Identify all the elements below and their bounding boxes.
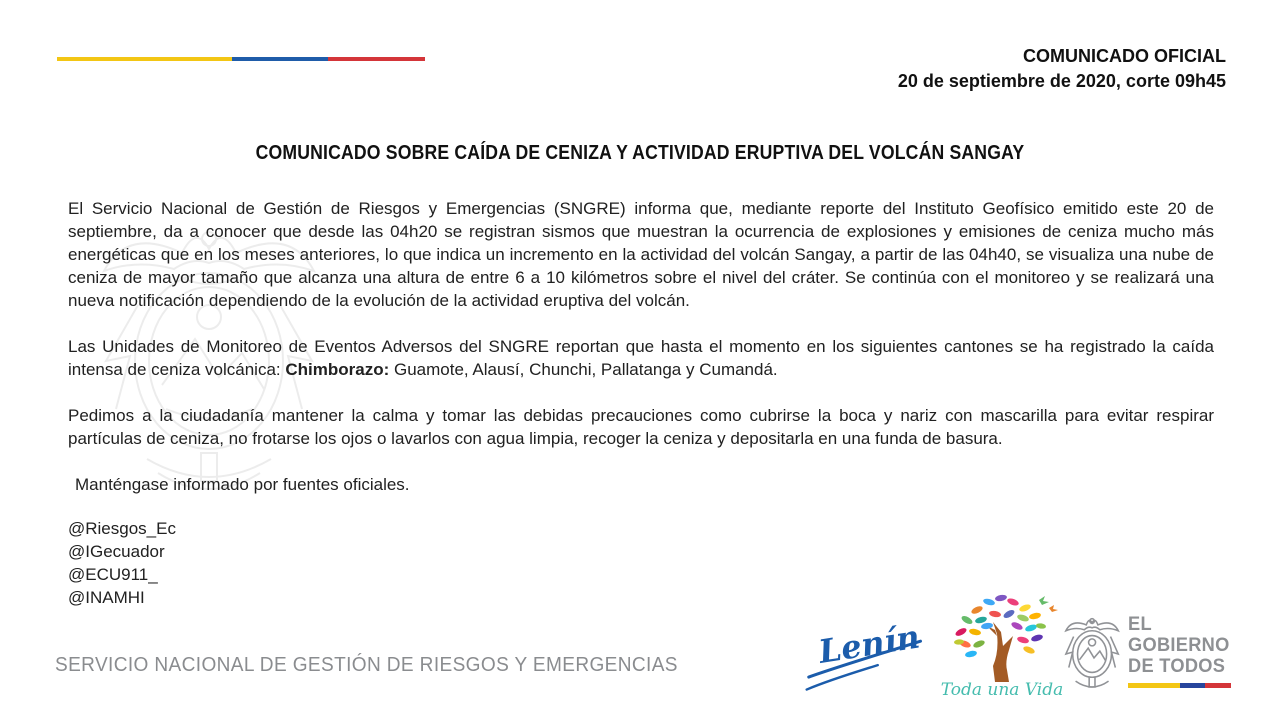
gobierno-coat-of-arms-icon	[1062, 612, 1122, 696]
paragraph2-canton-list: Guamote, Alausí, Chunchi, Pallatanga y Cumandá.	[389, 360, 778, 379]
social-handle-ecu911: @ECU911_	[68, 565, 158, 584]
gobierno-flag-blue	[1180, 683, 1205, 688]
communique-label: COMUNICADO OFICIAL	[1023, 46, 1226, 66]
province-name-bold: Chimborazo:	[285, 360, 390, 379]
gobierno-flag-yellow	[1128, 683, 1180, 688]
signature-text: Lenín	[816, 617, 923, 671]
tree-icon	[943, 592, 1061, 684]
birds-icon	[1039, 596, 1058, 612]
communique-date: 20 de septiembre de 2020, corte 09h45	[897, 71, 1226, 91]
flag-red-segment	[328, 57, 425, 61]
title-row	[0, 141, 1280, 165]
gobierno-flag-red	[1205, 683, 1231, 688]
paragraph2-lead: Las Unidades de Monitoreo de Eventos Adversos del SNGRE reportan que hasta el momento en los siguientes cantones se ha registrado la caída intensa de ceniza volcánica:	[68, 337, 1214, 379]
gobierno-line-2: GOBIERNO	[1128, 635, 1230, 656]
social-handle-inamhi: @INAMHI	[68, 588, 145, 607]
page-title: COMUNICADO SOBRE CAÍDA DE CENIZA Y ACTIVIDAD ERUPTIVA DEL VOLCÁN SANGAY	[255, 141, 1025, 164]
flag-blue-segment	[232, 57, 328, 61]
flag-yellow-segment	[57, 57, 232, 61]
toda-una-vida-logo	[940, 592, 1064, 714]
paragraph-precautions: Pedimos a la ciudadanía mantener la calma y tomar las debidas precauciones como cubrirse la boca y nariz con mascarilla para evitar respirar partículas de ceniza, no frotarse los ojos o lavarlos con agua limpia, recoger la ceniza y depositarla en una funda de basura.	[68, 406, 1214, 448]
gobierno-de-todos-logo	[1062, 610, 1234, 702]
paragraph-ashfall-cantons	[68, 335, 1214, 381]
social-handle-igecuador: @IGecuador	[68, 542, 165, 561]
gobierno-wordmark	[1128, 614, 1234, 702]
body-copy	[68, 197, 1214, 609]
header-block	[898, 44, 1226, 94]
closing-advice: Manténgase informado por fuentes oficiales.	[75, 475, 410, 494]
ecuador-flag-bar	[57, 57, 425, 61]
social-handle-riesgos: @Riesgos_Ec	[68, 519, 176, 538]
agency-name: SERVICIO NACIONAL DE GESTIÓN DE RIESGOS Y EMERGENCIAS	[55, 653, 678, 676]
gobierno-line-1: EL	[1128, 614, 1153, 635]
lenin-signature-logo	[798, 610, 933, 700]
gobierno-line-3: DE TODOS	[1128, 656, 1226, 677]
gobierno-flag-bar	[1128, 683, 1231, 688]
paragraph-activity-report: El Servicio Nacional de Gestión de Riesgos y Emergencias (SNGRE) informa que, mediante reporte del Instituto Geofísico emitido este 20 de septiembre, da a conocer que desde las 04h20 se registran sismos que muestran la ocurrencia de explosiones y emisiones de ceniza mucho más energéticas que en los meses anteriores, lo que indica un incremento en la actividad del volcán Sangay, a partir de las 04h40, se visualiza una nube de ceniza de mayor tamaño que alcanza una altura de entre 6 a 10 kilómetros sobre el nivel del cráter. Se continúa con el monitoreo y se realizará una nueva notificación dependiendo de la evolución de la actividad eruptiva del volcán.	[68, 199, 1214, 310]
toda-una-vida-caption: Toda una Vida	[940, 680, 1064, 700]
